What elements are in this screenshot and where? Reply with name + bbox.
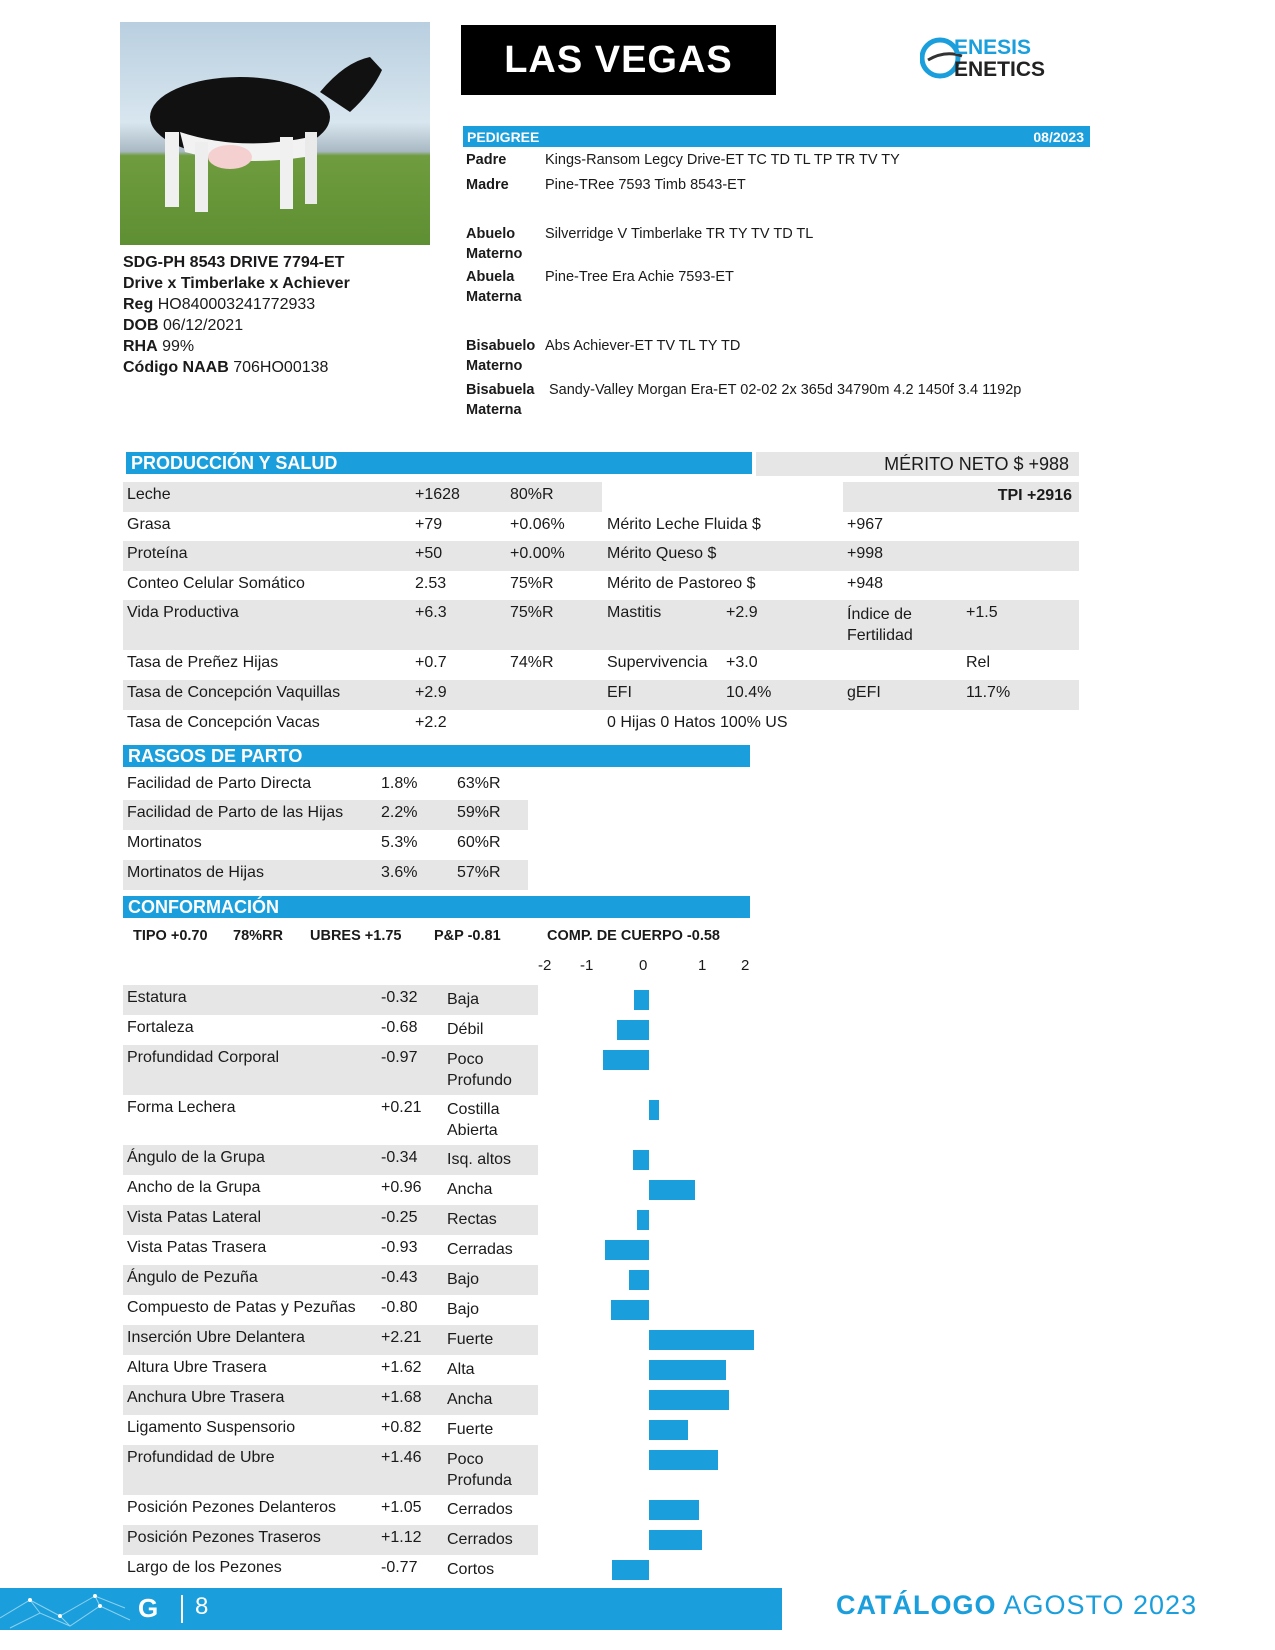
pedigree-row-sire: Padre Kings-Ransom Legcy Drive-ET TC TD TL TP TR TV TY: [466, 152, 900, 168]
conformation-bar: [637, 1210, 649, 1230]
trait-label: Vista Patas Lateral: [127, 1209, 262, 1226]
trait-descriptor: Débil: [447, 1021, 484, 1038]
pedigree-title: PEDIGREE: [467, 128, 540, 145]
trait-descriptor: Cerradas: [447, 1241, 513, 1258]
pedigree-header: [463, 126, 1090, 147]
trait-descriptor: Fuerte: [447, 1421, 494, 1438]
conformation-summary: [133, 928, 753, 948]
feet-legs-score: P&P -0.81: [434, 928, 501, 944]
axis-tick: -2: [538, 957, 552, 974]
trait-value: -0.34: [381, 1149, 418, 1166]
trait-label: Profundidad Corporal: [127, 1049, 280, 1066]
type-score: TIPO +0.70: [133, 928, 208, 944]
conformation-bar: [649, 1450, 718, 1470]
trait-descriptor: Poco Profunda: [447, 1451, 512, 1489]
axis-tick: -1: [580, 957, 594, 974]
conformation-bar: [649, 1390, 729, 1410]
trait-value: -0.97: [381, 1049, 418, 1066]
pedigree-row-mggd: Bisabuela Materna Sandy-Valley Morgan Era-ET 02-02 2x 365d 34790m 4.2 1450f 3.4 1192p: [466, 382, 1022, 418]
trait-label: Fortaleza: [127, 1019, 194, 1036]
conformation-bar: [649, 1420, 688, 1440]
trait-value: +0.96: [381, 1179, 422, 1196]
conformation-header: CONFORMACIÓN: [123, 896, 750, 918]
trait-descriptor: Bajo: [447, 1271, 480, 1288]
trait-value: +0.82: [381, 1419, 422, 1436]
catalog-title: CATÁLOGO AGOSTO 2023: [836, 1590, 1198, 1620]
trait-label: Compuesto de Patas y Pezuñas: [127, 1299, 356, 1316]
conformation-bar: [649, 1100, 659, 1120]
trait-descriptor: Poco Profundo: [447, 1051, 512, 1089]
trait-descriptor: Ancha: [447, 1181, 493, 1198]
trait-label: Vista Patas Trasera: [127, 1239, 267, 1256]
trait-label: Ligamento Suspensorio: [127, 1419, 296, 1436]
conformation-bar: [649, 1330, 754, 1350]
trait-value: -0.77: [381, 1559, 418, 1576]
network-decoration: [0, 1588, 140, 1630]
trait-descriptor: Fuerte: [447, 1331, 494, 1348]
trait-descriptor: Cerrados: [447, 1501, 513, 1518]
trait-label: Posición Pezones Delanteros: [127, 1499, 337, 1516]
axis-tick: 1: [698, 957, 707, 974]
pedigree-date: 08/2023: [1033, 128, 1084, 145]
trait-value: +1.46: [381, 1449, 422, 1466]
udder-score: UBRES +1.75: [310, 928, 402, 944]
trait-descriptor: Cortos: [447, 1561, 495, 1578]
logo-line1: ENESIS: [954, 36, 1032, 59]
trait-label: Inserción Ubre Delantera: [127, 1329, 305, 1346]
trait-value: -0.93: [381, 1239, 418, 1256]
trait-descriptor: Alta: [447, 1361, 475, 1378]
trait-value: +1.12: [381, 1529, 422, 1546]
conformation-bar: [611, 1300, 649, 1320]
conformation-bar: [617, 1020, 649, 1040]
chart-axis: [0, 957, 1275, 977]
naab-line: Código NAAB 706HO00138: [123, 359, 329, 376]
pedigree-row-dam: Madre Pine-TRee 7593 Timb 8543-ET: [466, 177, 746, 193]
conformation-bar: [612, 1560, 649, 1580]
pedigree-row-mggs: Bisabuelo Materno Abs Achiever-ET TV TL TY TD: [466, 338, 741, 374]
reg-line: Reg HO840003241772933: [123, 296, 316, 313]
type-reliability: 78%RR: [233, 928, 283, 944]
conformation-bar: [605, 1240, 649, 1260]
trait-value: -0.68: [381, 1019, 418, 1036]
conformation-bar: [649, 1180, 695, 1200]
trait-label: Profundidad de Ubre: [127, 1449, 275, 1466]
cow-illustration: [120, 22, 430, 245]
conformation-bar: [629, 1270, 649, 1290]
trait-descriptor: Cerrados: [447, 1531, 513, 1548]
page-number: 8: [195, 1593, 209, 1620]
trait-descriptor: Rectas: [447, 1211, 497, 1228]
trait-value: -0.43: [381, 1269, 418, 1286]
conformation-bar: [649, 1530, 702, 1550]
production-header: PRODUCCIÓN Y SALUD: [126, 452, 752, 474]
tpi-value: TPI +2916: [997, 487, 1072, 504]
trait-label: Largo de los Pezones: [127, 1559, 282, 1576]
trait-descriptor: Ancha: [447, 1391, 493, 1408]
conformation-bar: [649, 1500, 699, 1520]
trait-value: -0.80: [381, 1299, 418, 1316]
conformation-bar: [603, 1050, 649, 1070]
trait-label: Forma Lechera: [127, 1099, 236, 1116]
conformation-bar: [634, 990, 649, 1010]
trait-value: +1.05: [381, 1499, 422, 1516]
conformation-bar: [633, 1150, 649, 1170]
trait-label: Ancho de la Grupa: [127, 1179, 261, 1196]
footer-bar: [0, 1588, 782, 1630]
trait-label: Ángulo de Pezuña: [127, 1269, 258, 1286]
calving-header: RASGOS DE PARTO: [123, 745, 750, 767]
trait-label: Altura Ubre Trasera: [127, 1359, 267, 1376]
trait-label: Posición Pezones Traseros: [127, 1529, 321, 1546]
footer-logo-icon: G: [138, 1593, 159, 1623]
genesis-genetics-logo: [920, 30, 1070, 85]
axis-tick: 0: [639, 957, 648, 974]
animal-info: [123, 252, 350, 378]
trait-value: +2.21: [381, 1329, 422, 1346]
trait-descriptor: Costilla Abierta: [447, 1101, 500, 1139]
axis-tick: 2: [741, 957, 750, 974]
trait-descriptor: Isq. altos: [447, 1151, 512, 1168]
trait-value: +1.68: [381, 1389, 422, 1406]
logo-line2: ENETICS: [954, 58, 1046, 81]
animal-photo: [120, 22, 430, 245]
trait-value: -0.25: [381, 1209, 418, 1226]
trait-value: +0.21: [381, 1099, 422, 1116]
trait-descriptor: Bajo: [447, 1301, 480, 1318]
animal-lineage: Drive x Timberlake x Achiever: [123, 275, 350, 292]
trait-value: -0.32: [381, 989, 418, 1006]
trait-label: Anchura Ubre Trasera: [127, 1389, 285, 1406]
trait-value: +1.62: [381, 1359, 422, 1376]
animal-name: SDG-PH 8543 DRIVE 7794-ET: [123, 254, 345, 271]
rha-line: RHA 99%: [123, 338, 195, 355]
row-bg: [123, 541, 1079, 571]
footer-separator: [181, 1595, 183, 1623]
conformation-bar: [649, 1360, 726, 1380]
trait-descriptor: Baja: [447, 991, 480, 1008]
dob-line: DOB 06/12/2021: [123, 317, 244, 334]
bull-name-title: LAS VEGAS: [461, 25, 776, 95]
pedigree-row-mgd: Abuela Materna Pine-Tree Era Achie 7593-ET: [466, 269, 734, 305]
body-composite-score: COMP. DE CUERPO -0.58: [547, 928, 720, 944]
trait-label: Estatura: [127, 989, 187, 1006]
net-merit: MÉRITO NETO $ +988: [756, 452, 1079, 476]
pedigree-row-mgs: Abuelo Materno Silverridge V Timberlake TR TY TV TD TL: [466, 226, 814, 262]
trait-label: Ángulo de la Grupa: [127, 1149, 265, 1166]
